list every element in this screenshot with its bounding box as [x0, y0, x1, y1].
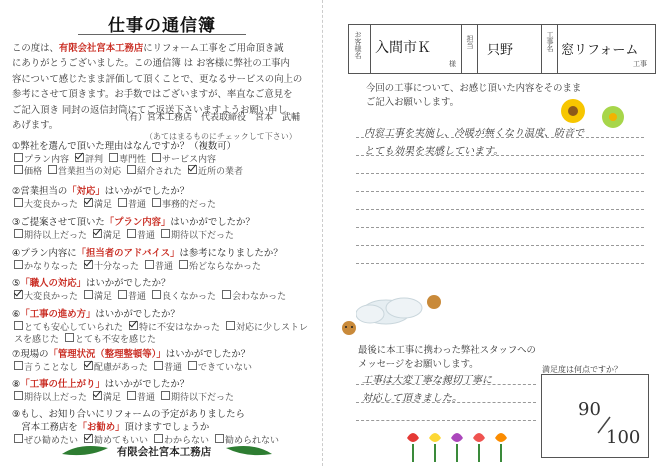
option-label: わからない	[164, 436, 210, 446]
option-item[interactable]	[14, 360, 78, 373]
question-2: ②営業担当の「対応」はいかがでしたか？	[12, 186, 190, 197]
options-row	[14, 164, 249, 177]
option-label: 殆どならなかった	[189, 262, 262, 272]
title-underline	[78, 34, 246, 35]
option-item[interactable]	[222, 289, 286, 302]
leaf-ornament-right-icon	[224, 440, 274, 460]
option-item[interactable]	[118, 197, 146, 210]
option-item[interactable]	[14, 164, 42, 177]
option-label: 普通	[137, 231, 156, 241]
checkbox[interactable]	[188, 361, 197, 370]
work-name: 窓リフォーム	[561, 43, 639, 58]
option-label: 普通	[155, 262, 174, 272]
option-item[interactable]	[154, 360, 182, 373]
option-label: サービス内容	[162, 155, 217, 165]
option-item[interactable]	[127, 164, 182, 177]
option-item[interactable]	[48, 164, 121, 177]
comment-prompt: 今回の工事について、お感じ頂いた内容をそのまま ご記入お願いします。	[366, 83, 582, 108]
option-item[interactable]	[127, 228, 155, 241]
option-label: スを感じた	[14, 335, 60, 345]
option-label: 大変良かった	[24, 292, 79, 302]
option-label: ぜひ勧めたい	[24, 436, 79, 446]
question-6: ⑥「工事の進め方」はいかがでしたか？	[12, 309, 180, 320]
tulip-flowers-icon	[404, 424, 524, 464]
checkbox[interactable]	[222, 290, 231, 299]
option-item[interactable]	[161, 228, 234, 241]
option-label: 紹介された	[137, 167, 183, 177]
cat-character-icon	[338, 318, 360, 336]
checkbox[interactable]	[118, 290, 127, 299]
options-row	[14, 332, 162, 345]
option-item[interactable]	[161, 390, 234, 403]
customer-label: お客様名	[354, 31, 362, 59]
question-1: ①弊社を選んで頂いた理由はなんですか？（複数可）	[12, 141, 237, 152]
checkbox[interactable]	[127, 165, 136, 174]
option-label: 期待以上だった	[24, 393, 88, 403]
option-label: 普通	[128, 200, 147, 210]
work-label: 工事名	[546, 31, 554, 52]
checkbox[interactable]	[154, 361, 163, 370]
checked-checkbox[interactable]	[84, 198, 93, 207]
cloud-illustration-icon	[356, 290, 446, 330]
checkbox[interactable]	[14, 198, 23, 207]
checkbox[interactable]	[145, 260, 154, 269]
checkbox[interactable]	[179, 260, 188, 269]
checkbox[interactable]	[14, 361, 23, 370]
option-label: 言うことなし	[24, 363, 79, 373]
checked-checkbox[interactable]	[93, 391, 102, 400]
option-item[interactable]	[93, 390, 121, 403]
question-3: ③ご提案させて頂いた「プラン内容」はいかがでしたか？	[12, 217, 255, 228]
checked-checkbox[interactable]	[129, 321, 138, 330]
options-row	[14, 259, 267, 272]
sunflower-icon	[558, 96, 588, 126]
option-label: 満足	[94, 292, 113, 302]
question-5: ⑤「職人の対応」はいかがでしたか？	[12, 278, 171, 289]
options-row	[14, 360, 258, 373]
score-total: 100	[606, 427, 641, 448]
checkbox[interactable]	[215, 434, 224, 443]
option-label: 十分なった	[94, 262, 140, 272]
option-label: できていない	[197, 363, 252, 373]
checkbox[interactable]	[154, 434, 163, 443]
checkbox[interactable]	[65, 333, 74, 342]
customer-comment-line2: とても効果を実感しています。	[364, 146, 504, 157]
checked-checkbox[interactable]	[14, 290, 23, 299]
checkbox[interactable]	[14, 260, 23, 269]
option-label: 特に不安はなかった	[139, 323, 221, 333]
checkbox[interactable]	[14, 391, 23, 400]
checked-checkbox[interactable]	[84, 260, 93, 269]
checkbox[interactable]	[152, 290, 161, 299]
option-label: かなりなった	[24, 262, 79, 272]
options-row	[14, 390, 240, 403]
options-row	[14, 289, 292, 302]
option-label: 良くなかった	[162, 292, 217, 302]
checkbox[interactable]	[14, 434, 23, 443]
option-label: 対応に少しストレ	[236, 323, 309, 333]
option-label: プラン内容	[24, 155, 70, 165]
option-item[interactable]	[152, 289, 216, 302]
option-label: 大変良かった	[24, 200, 79, 210]
option-item[interactable]	[14, 259, 78, 272]
option-label: 満足	[94, 200, 113, 210]
option-item[interactable]	[118, 289, 146, 302]
options-row	[14, 197, 222, 210]
option-item[interactable]	[188, 360, 252, 373]
checkbox[interactable]	[118, 198, 127, 207]
checkbox[interactable]	[14, 321, 23, 330]
question-7: ⑦現場の「管理状況（整理整頓等）」はいかがでしたか？	[12, 349, 251, 360]
score-value: 90	[578, 399, 601, 420]
option-item[interactable]	[179, 259, 261, 272]
staff-message-line2: 対応して頂きました。	[362, 393, 462, 404]
checked-checkbox[interactable]	[93, 229, 102, 238]
option-item[interactable]	[14, 289, 78, 302]
option-label: 普通	[163, 363, 182, 373]
work-suffix: 工事	[633, 60, 647, 68]
option-item[interactable]	[188, 164, 243, 177]
staff-name: 只野	[487, 43, 514, 58]
option-label: 普通	[137, 393, 156, 403]
option-label: 勧められない	[225, 436, 280, 446]
customer-info-box	[348, 24, 656, 74]
option-label: 配慮があった	[94, 363, 148, 373]
checkbox[interactable]	[161, 391, 170, 400]
score-box	[541, 374, 649, 458]
question-4: ④プラン内容に「担当者のアドバイス」は参考になりましたか？	[12, 248, 283, 259]
option-item[interactable]	[152, 197, 216, 210]
option-item[interactable]	[84, 360, 148, 373]
option-label: 普通	[128, 292, 147, 302]
survey-right-panel	[322, 0, 660, 466]
option-item[interactable]	[65, 332, 156, 345]
checkbox[interactable]	[14, 153, 23, 162]
option-label: とても不安を感じた	[75, 335, 157, 345]
option-label: 会わなかった	[232, 292, 287, 302]
option-item[interactable]	[14, 390, 87, 403]
option-label: 期待以上だった	[24, 231, 88, 241]
option-item[interactable]	[84, 259, 139, 272]
option-label: 近所の業者	[198, 167, 244, 177]
option-label: 勧めてもいい	[94, 436, 149, 446]
option-item[interactable]	[84, 289, 112, 302]
customer-name: 入間市Ｋ	[375, 40, 431, 56]
question-9: ⑨もし、お知り合いにリフォームの予定がありましたら	[12, 409, 245, 420]
checkbox[interactable]	[14, 165, 23, 174]
daisy-icon	[600, 104, 626, 130]
footer-company: 有限会社宮本工務店	[116, 446, 212, 458]
staff-message-prompt: 最後に本工事に携わった弊社スタッフへの メッセージをお願いします。	[358, 345, 536, 370]
score-label: 満足度は何点ですか？	[542, 365, 622, 374]
option-label: とても安心していられた	[24, 323, 124, 333]
checked-checkbox[interactable]	[75, 153, 84, 162]
option-label: 期待以下だった	[171, 393, 235, 403]
option-item[interactable]	[127, 390, 155, 403]
option-item[interactable]	[226, 320, 308, 333]
option-label: 事務的だった	[162, 200, 217, 210]
checkbox[interactable]	[152, 198, 161, 207]
signer-line: （有）宮本工務店 代表取締役 宮本 武輔	[120, 113, 301, 123]
checked-checkbox[interactable]	[84, 361, 93, 370]
intro-text: この度は、有限会社宮本工務店にリフォーム工事をご用命頂き誠 にありがとうございました。この通信簿 は お客様に弊社の工事内 容について感じたまま評価して頂くことで、更なるサービスの向上の 参考にさせて頂きます。お手数ではございますが、率直なご意見を ご記入頂き 同封の返信封筒にてご返送下さいますようお願い申し あげます。	[12, 43, 303, 132]
option-label: 価格	[24, 167, 43, 177]
option-label: 期待以下だった	[171, 231, 235, 241]
option-item[interactable]	[93, 228, 121, 241]
company-highlight: 有限会社宮本工務店	[58, 43, 144, 54]
customer-comment-line1: 内窓工事を実施し、冷暖が無くなり温度、防音で	[364, 128, 584, 139]
checkbox[interactable]	[84, 290, 93, 299]
option-item[interactable]	[14, 332, 59, 345]
checkbox[interactable]	[48, 165, 57, 174]
survey-left-panel	[0, 0, 322, 466]
option-item[interactable]	[84, 197, 112, 210]
option-label: 営業担当の対応	[58, 167, 122, 177]
option-item[interactable]	[14, 228, 87, 241]
option-label: 満足	[103, 231, 122, 241]
staff-label: 担当	[466, 35, 474, 49]
staff-message-line1: 工事は大変丁寧な親切丁寧に	[362, 375, 492, 386]
instruction-hint: （あてはまるものにチェックして下さい）	[145, 132, 297, 141]
option-label: 専門性	[119, 155, 147, 165]
leaf-ornament-left-icon	[60, 440, 110, 460]
checkbox[interactable]	[109, 153, 118, 162]
checkbox[interactable]	[14, 229, 23, 238]
page-title: 仕事の通信簿	[108, 16, 216, 36]
checkbox[interactable]	[161, 229, 170, 238]
honorific: 様	[449, 60, 456, 68]
checkbox[interactable]	[127, 391, 136, 400]
option-label: 評判	[85, 155, 104, 165]
options-row	[14, 228, 240, 241]
option-label: 満足	[103, 393, 122, 403]
checkbox[interactable]	[226, 321, 235, 330]
question-8: ⑧「工事の仕上がり」はいかがでしたか？	[12, 379, 190, 390]
option-item[interactable]	[145, 259, 173, 272]
checked-checkbox[interactable]	[188, 165, 197, 174]
option-item[interactable]	[14, 197, 78, 210]
question-9-line2: 宮本工務店を「お勧め」頂けますでしょうか	[12, 422, 210, 433]
checkbox[interactable]	[127, 229, 136, 238]
checkbox[interactable]	[152, 153, 161, 162]
